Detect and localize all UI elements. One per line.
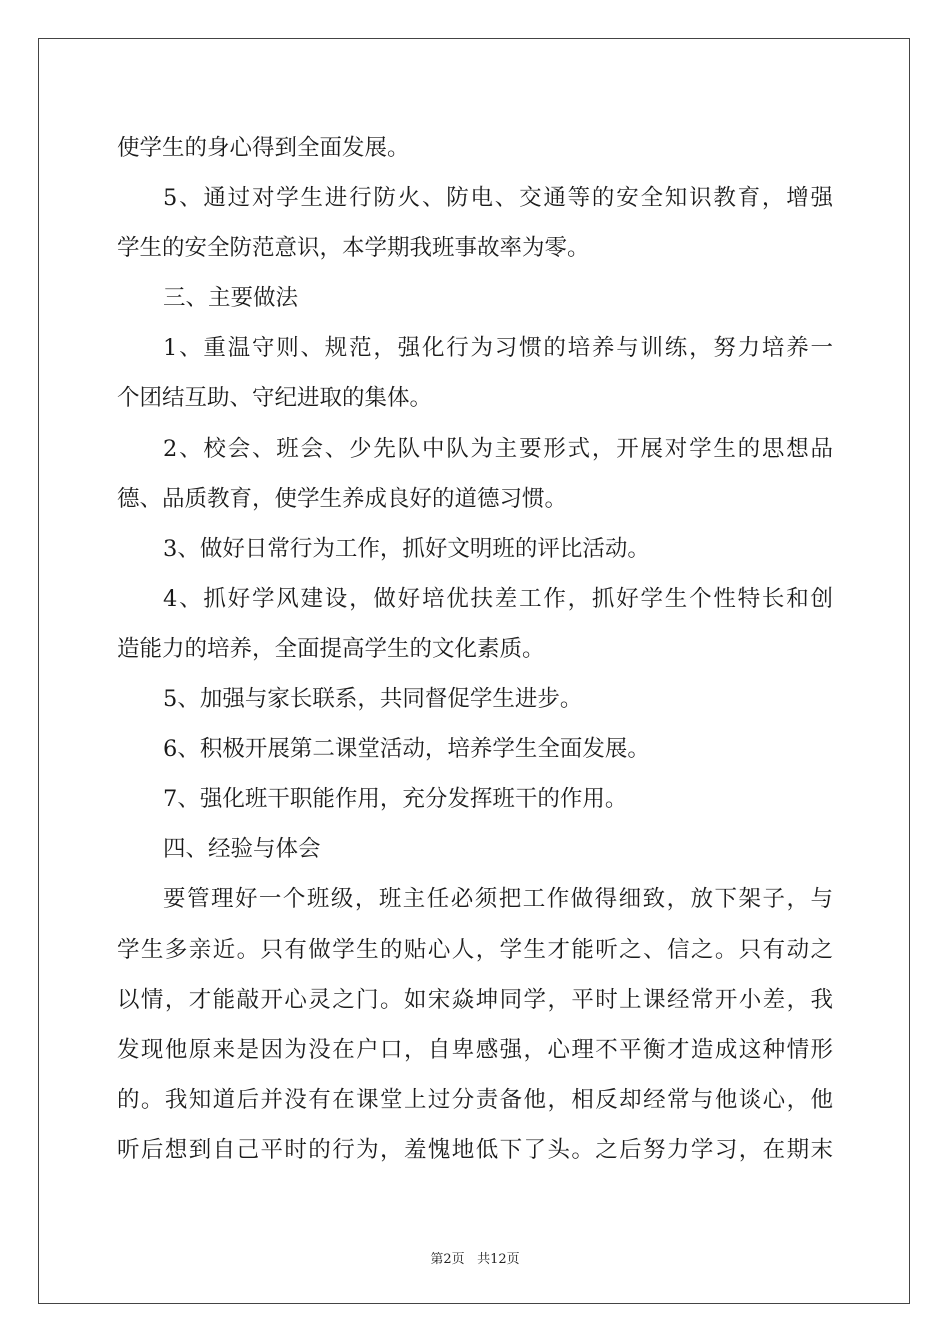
- paragraph-line: 听后想到自己平时的行为，羞愧地低下了头。之后努力学习，在期末: [117, 1136, 833, 1163]
- paragraph-line: 个团结互助、守纪进取的集体。: [117, 385, 433, 412]
- paragraph-line: 4、抓好学风建设，做好培优扶差工作，抓好学生个性特长和创: [163, 585, 833, 612]
- paragraph-line: 5、加强与家长联系，共同督促学生进步。: [163, 686, 583, 713]
- page-number: 第2页: [430, 1252, 465, 1267]
- paragraph-line: 7、强化班干职能作用，充分发挥班干的作用。: [163, 786, 628, 813]
- paragraph-line: 使学生的身心得到全面发展。: [117, 135, 410, 161]
- section-heading: 三、主要做法: [163, 285, 299, 312]
- paragraph-line: 德、品质教育，使学生养成良好的道德习惯。: [117, 485, 568, 512]
- paragraph-line: 要管理好一个班级，班主任必须把工作做得细致，放下架子，与: [163, 886, 833, 913]
- paragraph-line: 2、校会、班会、少先队中队为主要形式，开展对学生的思想品: [163, 435, 833, 462]
- paragraph-line: 5、通过对学生进行防火、防电、交通等的安全知识教育，增强: [163, 185, 833, 212]
- page-total: 共12页: [477, 1252, 520, 1267]
- paragraph-line: 造能力的培养，全面提高学生的文化素质。: [117, 635, 545, 662]
- paragraph-line: 发现他原来是因为没在户口，自卑感强，心理不平衡才造成这种情形: [117, 1036, 833, 1063]
- paragraph-line: 1、重温守则、规范，强化行为习惯的培养与训练，努力培养一: [163, 335, 833, 362]
- paragraph-line: 6、积极开展第二课堂活动，培养学生全面发展。: [163, 736, 650, 763]
- document-body: [117, 126, 833, 1178]
- paragraph-line: 学生的安全防范意识，本学期我班事故率为零。: [117, 235, 590, 262]
- paragraph-line: 3、做好日常行为工作，抓好文明班的评比活动。: [163, 535, 650, 562]
- section-heading: 四、经验与体会: [163, 836, 321, 863]
- paragraph-line: 的。我知道后并没有在课堂上过分责备他，相反却经常与他谈心，他: [117, 1086, 833, 1113]
- paragraph-line: 以情，才能敲开心灵之门。如宋焱坤同学，平时上课经常开小差，我: [117, 986, 833, 1013]
- page-footer: [0, 1248, 950, 1267]
- paragraph-line: 学生多亲近。只有做学生的贴心人，学生才能听之、信之。只有动之: [117, 936, 833, 963]
